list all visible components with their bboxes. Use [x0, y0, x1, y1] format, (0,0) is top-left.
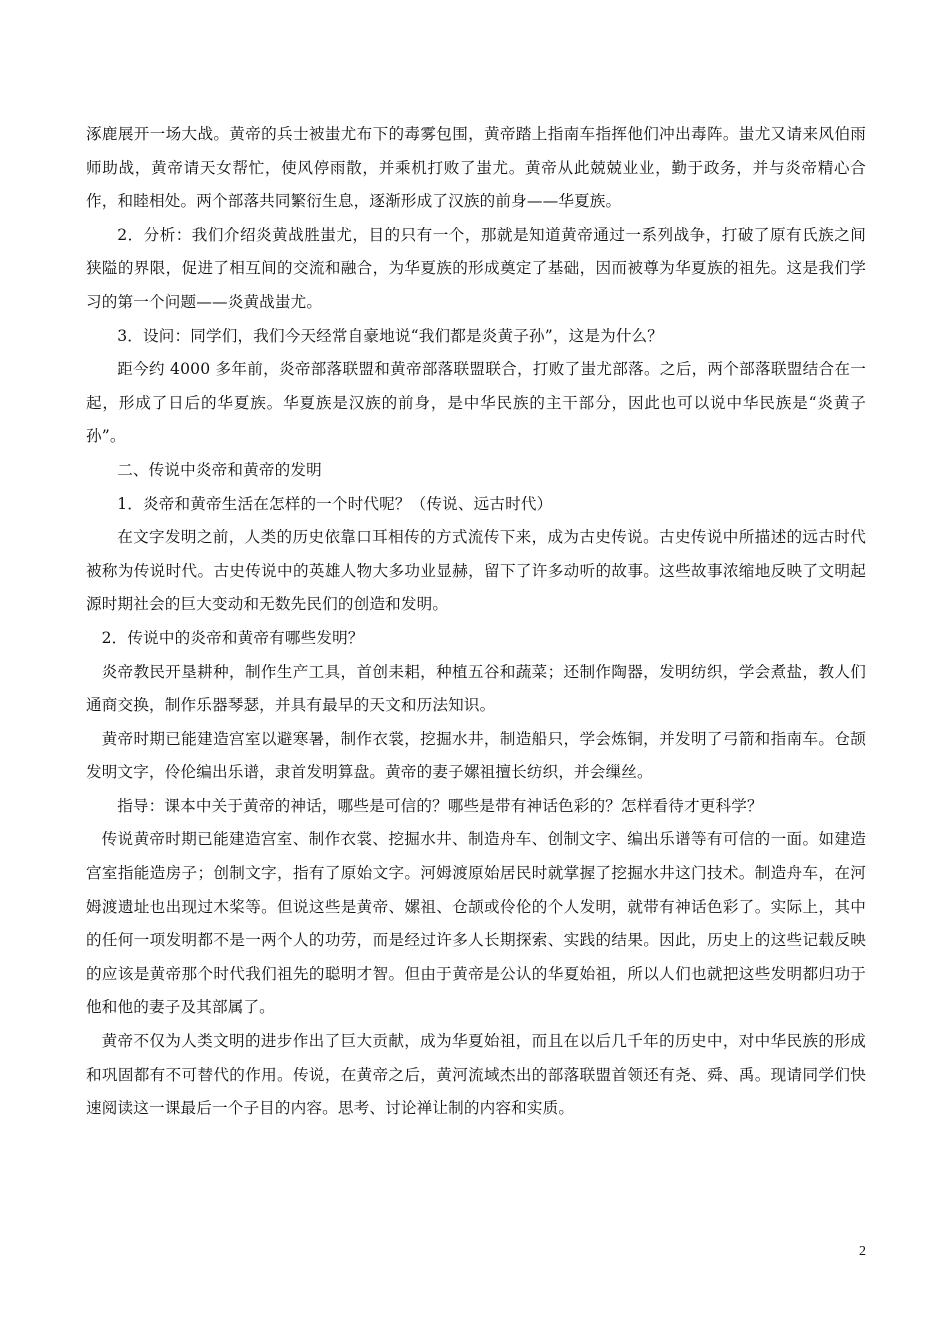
page-number: 2: [859, 1244, 866, 1259]
paragraph-huaxia-origin: 距今约 4000 多年前，炎帝部落联盟和黄帝部落联盟联合，打败了蚩尤部落。之后，两个部落联盟结合在一起，形成了日后的华夏族。华夏族是汉族的前身，是中华民族的主干部分，因此也可以说中华民族是“炎黄子孙”。: [86, 360, 866, 446]
paragraph-credibility: 传说黄帝时期已能建造宫室、制作衣裳、挖掘水井、制造舟车、创制文字、编出乐谱等有可信的一面。如建造宫室指能造房子；创制文字，指有了原始文字。河姆渡原始居民时就掌握了挖掘水井这门技术。制造舟车，在河姆渡遗址也出现过木桨等。但说这些是黄帝、嫘祖、仓颉或伶伦的个人发明，就带有神话色彩了。实际上，其中的任何一项发明都不是一两个人的功劳，而是经过许多人长期探索、实践的结果。因此，历史上的这些记载反映的应该是黄帝那个时代我们祖先的聪明才智。但由于黄帝是公认的华夏始祖，所以人们也就把这些发明都归功于他和他的妻子及其部属了。: [86, 830, 866, 1017]
paragraph-huangdi-contribution: 黄帝不仅为人类文明的进步作出了巨大贡献，成为华夏始祖，而且在以后几千年的历史中，对中华民族的形成和巩固都有不可替代的作用。传说，在黄帝之后，黄河流域杰出的部落联盟首领还有尧、舜、禹。现请同学们快速阅读这一课最后一个子目的内容。思考、讨论禅让制的内容和实质。: [86, 1032, 866, 1118]
paragraph-guidance: 指导：课本中关于黄帝的神话，哪些是可信的？哪些是带有神话色彩的？怎样看待才更科学？: [117, 796, 763, 815]
paragraph-era-question: 1．炎帝和黄帝生活在怎样的一个时代呢？（传说、远古时代）: [117, 494, 553, 513]
paragraph-legend-era: 在文字发明之前，人类的历史依靠口耳相传的方式流传下来，成为古史传说。古史传说中所描述的远古时代被称为传说时代。古史传说中的英雄人物大多功业显赫，留下了许多动听的故事。这些故事浓缩地反映了文明起源时期社会的巨大变动和无数先民们的创造和发明。: [86, 528, 866, 614]
paragraph-question-descendants: 3．设问：同学们，我们今天经常自豪地说“我们都是炎黄子孙”，这是为什么？: [117, 326, 664, 345]
body-text: [86, 118, 866, 1126]
paragraph-huangdi-inventions: 黄帝时期已能建造宫室以避寒暑，制作衣裳，挖掘水井，制造船只，学会炼铜，并发明了弓箭和指南车。仓颉发明文字，伶伦编出乐谱，隶首发明算盘。黄帝的妻子嫘祖擅长纺织，并会缫丝。: [86, 729, 866, 782]
paragraph-battle-zhuolu: 涿鹿展开一场大战。黄帝的兵士被蚩尤布下的毒雾包围，黄帝踏上指南车指挥他们冲出毒阵。蚩尤又请来风伯雨师助战，黄帝请天女帮忙，使风停雨散，并乘机打败了蚩尤。黄帝从此兢兢业业，勤于政务，并与炎帝精心合作，和睦相处。两个部落共同繁衍生息，逐渐形成了汉族的前身——华夏族。: [86, 125, 866, 211]
paragraph-analysis: 2．分析：我们介绍炎黄战胜蚩尤，目的只有一个，那就是知道黄帝通过一系列战争，打破了原有氏族之间狭隘的界限，促进了相互间的交流和融合，为华夏族的形成奠定了基础，因而被尊为华夏族的祖先。这是我们学习的第一个问题——炎黄战蚩尤。: [86, 225, 866, 311]
section-heading-inventions: 二、传说中炎帝和黄帝的发明: [117, 460, 322, 479]
paragraph-inventions-question: 2．传说中的炎帝和黄帝有哪些发明？: [101, 628, 364, 647]
paragraph-yandi-inventions: 炎帝教民开垦耕种，制作生产工具，首创耒耜，种植五谷和蔬菜；还制作陶器，发明纺织，学会煮盐，教人们通商交换，制作乐器琴瑟，并具有最早的天文和历法知识。: [86, 662, 866, 715]
